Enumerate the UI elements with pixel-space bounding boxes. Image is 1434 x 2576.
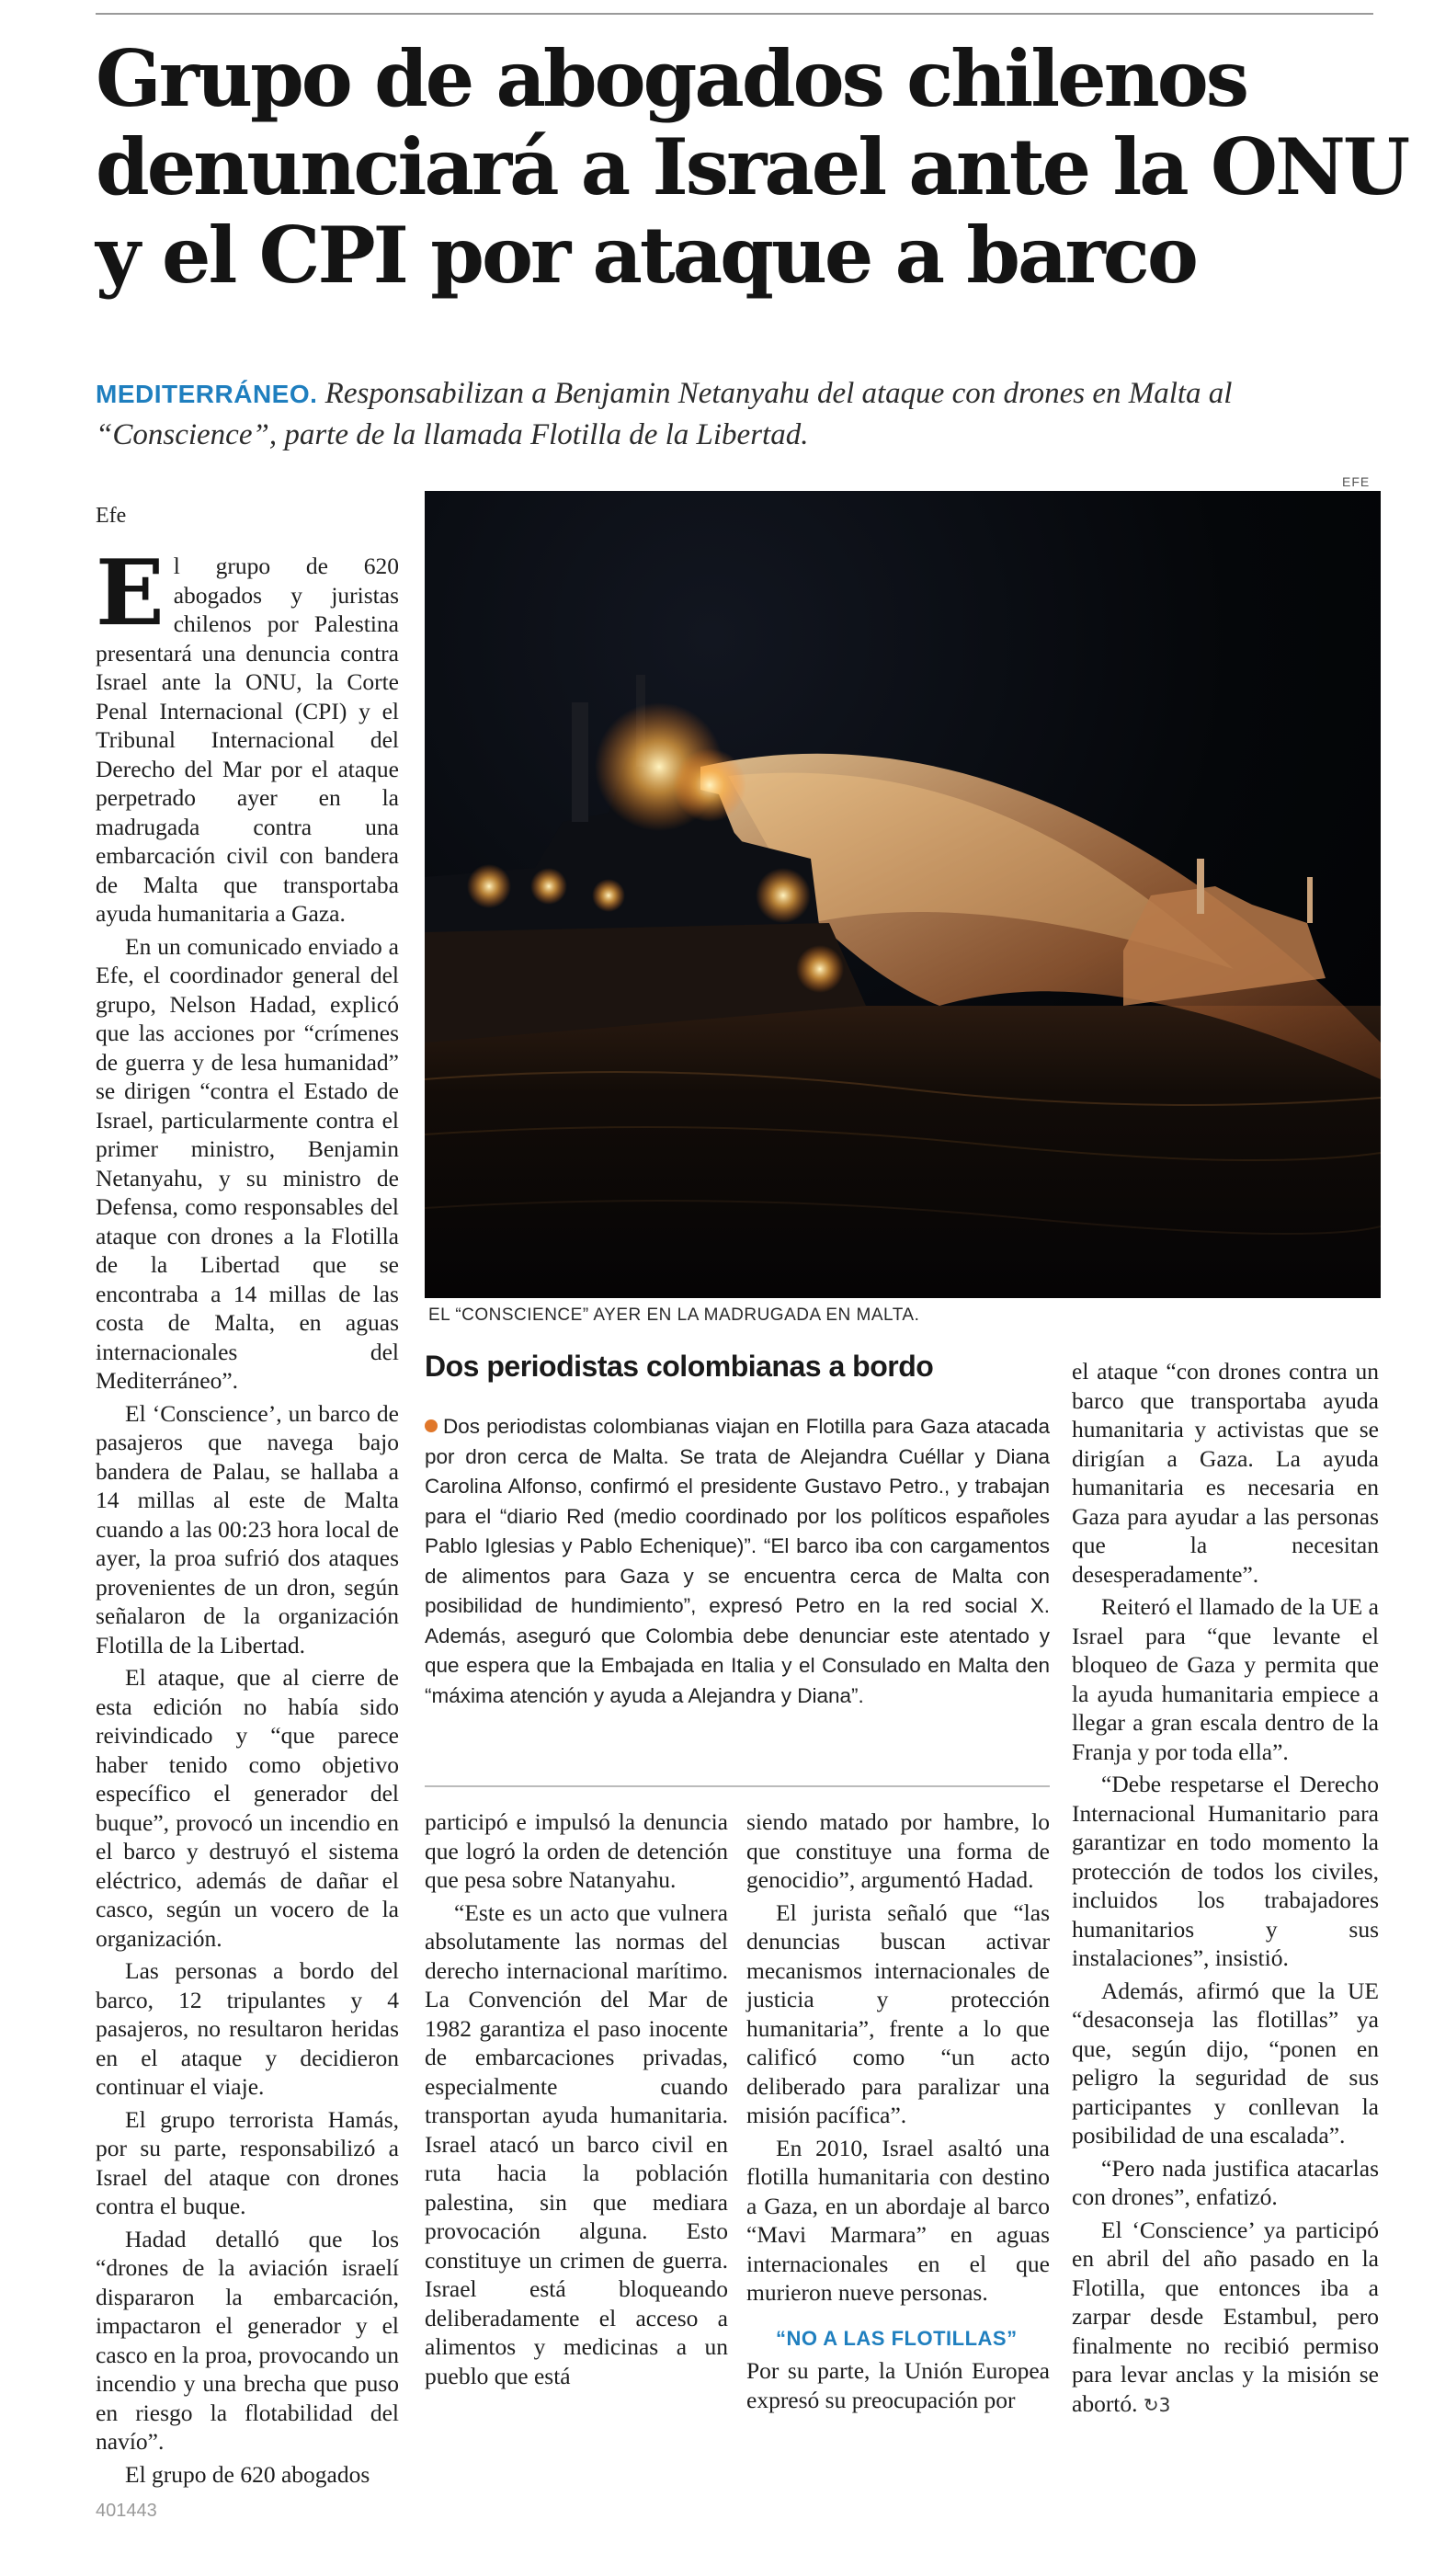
paragraph-text: El ‘Conscience’ ya participó en abril del año pasado en la Flotilla, que entonces iba a zarpar desde Estambul, pero finalmente no recibió permiso para levar anclas y la misión se abortó.: [1072, 2216, 1379, 2417]
paragraph: El ‘Conscience’, un barco de pasajeros que navega bajo bandera de Palau, se hallaba a 14 millas al este de Malta cuando a las 00:23 hora local de ayer, la proa sufrió dos ataques provenientes de un dron, según señalaron de la organización Flotilla de la Libertad.: [96, 1399, 399, 1658]
news-photo: [425, 491, 1381, 1298]
sidebar-rule: [425, 1785, 1050, 1787]
paragraph: El jurista señaló que “las denuncias buscan activar mecanismos internacionales de justicia y protección humanitaria”, frente a lo que calificó como “un acto deliberado para paralizar una misión pacífica”.: [746, 1898, 1050, 2128]
photo-caption: EL “CONSCIENCE” AYER EN LA MADRUGADA EN MALTA.: [428, 1305, 920, 1325]
paragraph: Además, afirmó que la UE “desaconseja las flotillas” ya que, según dijo, “ponen en peligro la seguridad de sus participantes y conllevan la posibilidad de una escalada”.: [1072, 1977, 1379, 2149]
drop-cap: E: [96, 541, 165, 646]
sidebar-title: Dos periodistas colombianas a bordo: [425, 1350, 934, 1383]
paragraph: Reiteró el llamado de la UE a Israel para “que levante el bloqueo de Gaza y permita que la ayuda humanitaria empiece a llegar a gran escala dentro de la Franja y por toda ella”.: [1072, 1593, 1379, 1765]
paragraph: “Debe respetarse el Derecho Internacional Humanitario para garantizar en todo momento la protección de todos los civiles, incluidos los trabajadores humanitarios y sus instalaciones”, insistió.: [1072, 1771, 1379, 1971]
headline: [96, 33, 1408, 301]
paragraph: El grupo terrorista Hamás, por su parte, responsabilizó a Israel del ataque con drones contra el buque.: [96, 2105, 399, 2219]
byline: Efe: [96, 504, 127, 528]
paragraph: Las personas a bordo del barco, 12 tripulantes y 4 pasajeros, no resultaron heridas en el ataque y decidieron continuar el viaje.: [96, 1957, 399, 2100]
end-mark-icon: ↻3: [1143, 2393, 1171, 2416]
paragraph: En un comunicado enviado a Efe, el coordinador general del grupo, Nelson Hadad, explicó que las acciones por “crímenes de guerra y de lesa humanidad” se dirigen “contra el Estado de Israel, particularmente contra el primer ministro, Benjamin Netanyahu, y su ministro de Defensa, como responsables del ataque con drones a la Flotilla de la Libertad que se encontraba a 14 millas de las costa de Malta, en aguas internacionales del Mediterráneo”.: [96, 932, 399, 1394]
headline-line-1: Grupo de abogados chilenos: [96, 33, 1247, 124]
article-column-1: [96, 541, 399, 2492]
article-column-3: [746, 1807, 1050, 2418]
sidebar-body: [425, 1412, 1050, 1711]
paragraph: El ataque, que al cierre de esta edición no había sido reivindicado y “que parece haber tenido como objetivo específico el generador del buque”, provocó un incendio en el barco y destruyó el sistema eléctrico, además de dañar el casco, según un vocero de la organización.: [96, 1664, 399, 1952]
deck: [96, 373, 1392, 456]
paragraph: participó e impulsó la denuncia que logró la orden de detención que pesa sobre Natanyahu.: [425, 1808, 728, 1893]
paragraph: [96, 541, 399, 929]
paragraph: En 2010, Israel asaltó una flotilla humanitaria con destino a Gaza, en un abordaje al barco “Mavi Marmara” en aguas internacionales en el que murieron nueve personas.: [746, 2134, 1050, 2306]
paragraph: “Este es un acto que vulnera absolutamente las normas del derecho internacional marítimo. La Convención del Mar de 1982 garantiza el paso inocente de embarcaciones privadas, especialmente cuando transportan ayuda humanitaria. Israel atacó un barco civil en ruta hacia la población palestina, sin que mediara provocación alguna. Esto constituye un crimen de guerra. Israel está bloqueando deliberadamente el acceso a alimentos y medicinas a un pueblo que está: [425, 1898, 728, 2389]
headline-line-2: denunciará a Israel ante la ONU: [96, 121, 1408, 212]
page-stamp: 401443: [96, 2501, 157, 2521]
paragraph: El grupo de 620 abogados: [125, 2460, 370, 2488]
sidebar-text: Dos periodistas colombianas viajan en Flotilla para Gaza atacada por dron cerca de Malta. Se trata de Alejandra Cuéllar y Diana Carolina Alfonso, confirmó el presidente Gustavo Petro., y trabajan para el “diario Red (medio coordinado por los políticos españoles Pablo Iglesias y Pablo Echenique)”. “El barco iba con cargamentos de alimentos para Gaza y se encuentra cerca de Malta con posibilidad de hundimiento”, expresó Petro en la red social X. Además, aseguró que Colombia debe denunciar este atentado y que espera que la Embajada en Italia y el Consulado en Malta den “máxima atención y ayuda a Alejandra y Diana”.: [425, 1415, 1050, 1707]
paragraph: [1072, 2216, 1379, 2421]
article-column-2: [425, 1807, 728, 2394]
paragraph: “Pero nada justifica atacarlas con drones”, enfatizó.: [1072, 2154, 1379, 2210]
bullet-dot-icon: [425, 1419, 438, 1432]
paragraph: Por su parte, la Unión Europea expresó su preocupación por: [746, 2357, 1050, 2413]
paragraph: Hadad detalló que los “drones de la aviación israelí dispararon la embarcación, impactaron el generador y el casco en la proa, provocando un incendio y una brecha que puso en riesgo la flotabilidad del navío”.: [96, 2225, 399, 2455]
paragraph-text: l grupo de 620 abogados y juristas chilenos por Palestina presentará una denuncia contra Israel ante la ONU, la Corte Penal Internacional (CPI) y el Tribunal Internacional del Derecho del Mar por el ataque perpetrado ayer en la madrugada contra una embarcación civil con bandera de Malta que transportaba ayuda humanitaria a Gaza.: [96, 553, 399, 927]
article-column-4: [1072, 1357, 1379, 2423]
top-rule: [96, 13, 1373, 15]
photo-credit: EFE: [1342, 474, 1371, 489]
section-subhead: “NO A LAS FLOTILLAS”: [776, 2326, 1018, 2350]
paragraph: el ataque “con drones contra un barco que transportaba ayuda humanitaria y activistas que se dirigían a Gaza. La ayuda humanitaria es necesaria en Gaza para ayudar a las personas que la necesitan desesperadamente”.: [1072, 1358, 1379, 1588]
deck-text: Responsabilizan a Benjamin Netanyahu del ataque con drones en Malta al “Conscience”, parte de la llamada Flotilla de la Libertad.: [96, 377, 1233, 451]
paragraph: siendo matado por hambre, lo que constituye una forma de genocidio”, argumentó Hadad.: [746, 1808, 1050, 1893]
ship-fire-illustration: [425, 491, 1381, 1298]
deck-kicker: MEDITERRÁNEO.: [96, 380, 318, 408]
headline-line-3: y el CPI por ataque a barco: [96, 210, 1196, 301]
